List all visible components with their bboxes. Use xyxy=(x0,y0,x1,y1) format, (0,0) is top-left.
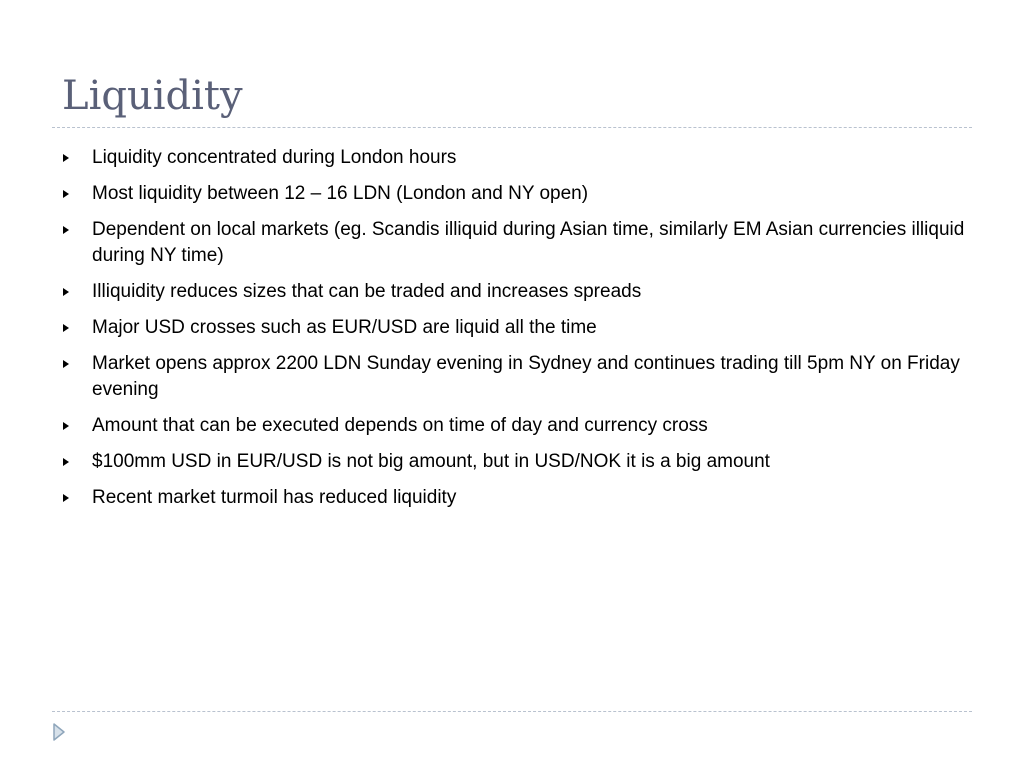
list-item xyxy=(62,279,972,305)
list-item xyxy=(62,145,972,171)
list-item xyxy=(62,413,972,439)
bullet-triangle-icon xyxy=(62,485,92,511)
bullet-triangle-icon xyxy=(62,181,92,207)
bullet-text: Liquidity concentrated during London hours xyxy=(92,147,457,168)
bullet-triangle-icon xyxy=(62,413,92,439)
next-slide-arrow-icon[interactable] xyxy=(52,722,66,742)
slide-title: Liquidity xyxy=(62,73,243,119)
bullet-text: Illiquidity reduces sizes that can be traded and increases spreads xyxy=(92,281,642,302)
bullet-text: $100mm USD in EUR/USD is not big amount, but in USD/NOK it is a big amount xyxy=(92,451,770,472)
bullet-triangle-icon xyxy=(62,351,92,377)
bullet-triangle-icon xyxy=(62,449,92,475)
list-item xyxy=(62,181,972,207)
list-item xyxy=(62,485,972,511)
bullet-triangle-icon xyxy=(62,217,92,243)
list-item xyxy=(62,217,972,269)
bullet-triangle-icon xyxy=(62,145,92,171)
bullet-text: Most liquidity between 12 – 16 LDN (London and NY open) xyxy=(92,183,589,204)
title-divider xyxy=(52,127,972,128)
bullet-triangle-icon xyxy=(62,279,92,305)
list-item xyxy=(62,351,972,403)
bullet-triangle-icon xyxy=(62,315,92,341)
bullet-text: Recent market turmoil has reduced liquidity xyxy=(92,487,457,508)
bullet-text: Market opens approx 2200 LDN Sunday evening in Sydney and continues trading till 5pm NY on Friday evening xyxy=(92,353,960,400)
bullet-list xyxy=(62,145,972,521)
footer-divider xyxy=(52,711,972,712)
bullet-text: Dependent on local markets (eg. Scandis illiquid during Asian time, similarly EM Asian currencies illiquid during NY time) xyxy=(92,219,965,266)
list-item xyxy=(62,315,972,341)
bullet-text: Amount that can be executed depends on time of day and currency cross xyxy=(92,415,708,436)
bullet-text: Major USD crosses such as EUR/USD are liquid all the time xyxy=(92,317,597,338)
list-item xyxy=(62,449,972,475)
